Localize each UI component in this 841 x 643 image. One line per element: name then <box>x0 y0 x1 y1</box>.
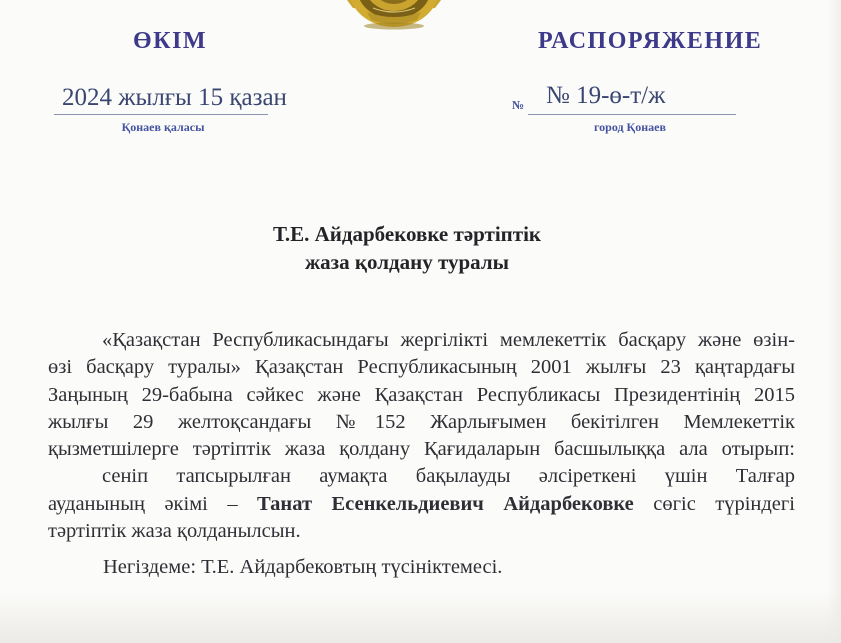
body-line: тәртіптік жаза қолданылсын. <box>48 520 301 543</box>
number-underline <box>528 114 736 115</box>
body-line: Заңының 29-бабына сәйкес және Қазақстан Республикасы Президентінің 2015 <box>48 383 795 406</box>
date-underline <box>54 114 268 115</box>
official-name-bold: Танат Есенкельдиевич Айдарбековке <box>257 492 634 515</box>
document-title-line2: жаза қолдану туралы <box>304 249 510 274</box>
body-line: жылғы 29 желтоқсандағы №152 Жарлығымен бекітілген Мемлекеттік <box>48 410 795 433</box>
body-line-with-name <box>48 493 795 520</box>
document-number: № 19-ө-т/ж <box>546 82 666 109</box>
basis-line: Негіздеме: Т.Е. Айдарбековтың түсініктемесі. <box>103 556 503 578</box>
body-line: өзі басқару туралы» Қазақстан Республикасының 2001 жылғы 23 қаңтардағы <box>48 356 795 379</box>
document-title <box>0 221 814 276</box>
city-label-kazakh: Қонаев қаласы <box>121 120 205 134</box>
kazakhstan-emblem-icon <box>347 0 441 30</box>
document-date: 2024 жылғы 15 қазан <box>62 84 287 111</box>
body-line: сеніп тапсырылған аумақта бақылауды әлсіреткені үшін Талғар <box>102 465 795 488</box>
page-bottom-shadow <box>0 591 841 643</box>
document-title-line1: Т.Е. Айдарбековке тәртіптік <box>272 222 542 246</box>
document-type-kazakh: ӨКІМ <box>133 28 208 54</box>
body-line: қызметшілерге тәртіптік жаза қолдану Қағидаларын басшылыққа ала отырып: <box>48 438 795 461</box>
page-edge-shadow <box>827 0 841 643</box>
body-line-post: сөгіс түріндегі <box>633 492 795 515</box>
city-label-russian: город Қонаев <box>594 120 666 134</box>
number-sign-label: № <box>512 98 525 112</box>
document-body <box>48 329 795 547</box>
body-line-pre: ауданының әкімі – <box>48 492 258 515</box>
document-type-russian: РАСПОРЯЖЕНИЕ <box>538 28 763 54</box>
body-line: «Қазақстан Республикасындағы жергілікті мемлекеттік басқару және өзін- <box>102 329 795 351</box>
